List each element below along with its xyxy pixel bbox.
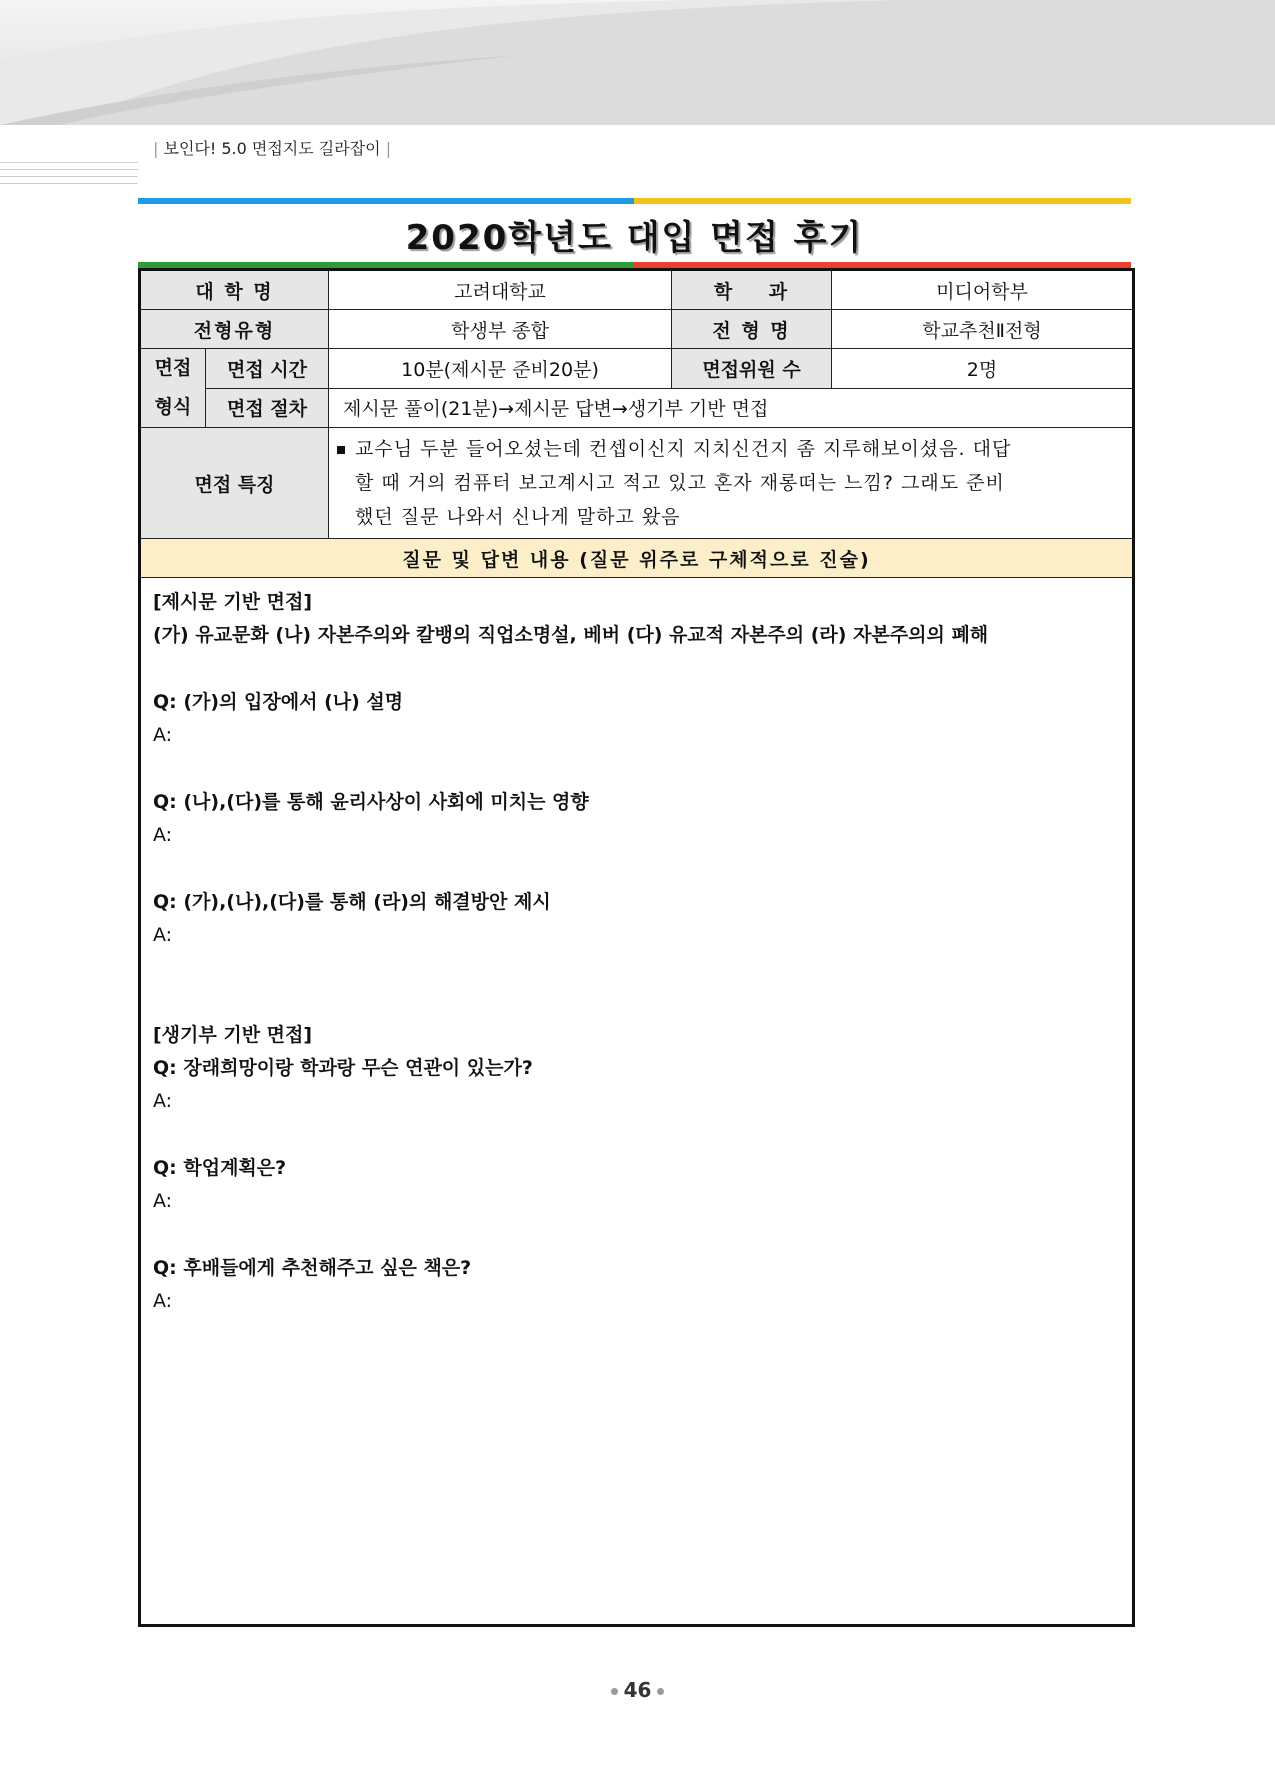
qa-header: 질문 및 답변 내용 (질문 위주로 구체적으로 진술) bbox=[140, 539, 1134, 578]
feature-line-1: 교수님 두분 들어오셨는데 컨셉이신지 지치신건지 좀 지루해보이셨음. 대답 bbox=[355, 438, 1012, 460]
running-head-text: 보인다! 5.0 면접지도 길라잡이 bbox=[163, 139, 381, 158]
running-head: | 보인다! 5.0 면접지도 길라잡이 | bbox=[153, 139, 392, 158]
feature-value bbox=[329, 428, 1134, 539]
department-value: 미디어학부 bbox=[832, 270, 1134, 310]
header-swoosh bbox=[0, 0, 1275, 125]
question: Q: 후배들에게 추천해주고 싶은 책은? bbox=[153, 1257, 472, 1279]
passage-list: (가) 유교문화 (나) 자본주의와 칼뱅의 직업소명설, 베버 (다) 유교적 자본주의 (라) 자본주의의 폐해 bbox=[153, 624, 989, 646]
admission-type-value: 학생부 종합 bbox=[329, 310, 672, 349]
procedure-label: 면접 절차 bbox=[206, 388, 329, 428]
feature-line-2: 할 때 거의 컴퓨터 보고계시고 적고 있고 혼자 재롱떠는 느낌? 그래도 준비 bbox=[355, 472, 1005, 494]
format-label bbox=[140, 349, 206, 428]
answer: A: bbox=[153, 1290, 173, 1312]
section-heading: [생기부 기반 면접] bbox=[153, 1024, 313, 1046]
department-label: 학 과 bbox=[672, 270, 832, 310]
admission-name-label: 전 형 명 bbox=[672, 310, 832, 349]
title-top-stripe bbox=[138, 198, 1131, 204]
format-label-line2: 형식 bbox=[154, 396, 192, 418]
university-label: 대 학 명 bbox=[140, 270, 329, 310]
answer: A: bbox=[153, 1090, 173, 1112]
answer: A: bbox=[153, 824, 173, 846]
interview-time-value: 10분(제시문 준비20분) bbox=[329, 349, 672, 389]
feature-label: 면접 특징 bbox=[140, 428, 329, 539]
question: Q: 학업계획은? bbox=[153, 1157, 287, 1179]
interview-time-label: 면접 시간 bbox=[206, 349, 329, 389]
panel-count-value: 2명 bbox=[832, 349, 1134, 389]
procedure-value: 제시문 풀이(21분)→제시문 답변→생기부 기반 면접 bbox=[329, 388, 1134, 428]
section-heading: [제시문 기반 면접] bbox=[153, 591, 313, 613]
answer: A: bbox=[153, 1190, 173, 1212]
admission-name-value: 학교추천Ⅱ전형 bbox=[832, 310, 1134, 349]
page-number bbox=[0, 1678, 1275, 1702]
format-label-line1: 면접 bbox=[154, 357, 192, 379]
page-header-decoration bbox=[0, 0, 1275, 125]
document-title: 2020학년도 대입 면접 후기 bbox=[405, 218, 864, 258]
question: Q: (가),(나),(다)를 통해 (라)의 해결방안 제시 bbox=[153, 891, 551, 913]
answer: A: bbox=[153, 924, 173, 946]
question: Q: (가)의 입장에서 (나) 설명 bbox=[153, 691, 404, 713]
feature-line-3: 했던 질문 나와서 신나게 말하고 왔음 bbox=[355, 506, 681, 528]
decorative-lines bbox=[0, 162, 138, 190]
university-value: 고려대학교 bbox=[329, 270, 672, 310]
page-number-text: 46 bbox=[623, 1678, 652, 1702]
answer: A: bbox=[153, 724, 173, 746]
bullet-icon bbox=[337, 446, 345, 454]
qa-content bbox=[140, 578, 1134, 1626]
question: Q: 장래희망이랑 학과랑 무슨 연관이 있는가? bbox=[153, 1057, 533, 1079]
question: Q: (나),(다)를 통해 윤리사상이 사회에 미치는 영향 bbox=[153, 791, 589, 813]
panel-count-label: 면접위원 수 bbox=[672, 349, 832, 389]
interview-review-form bbox=[138, 268, 1135, 1627]
admission-type-label: 전형유형 bbox=[140, 310, 329, 349]
